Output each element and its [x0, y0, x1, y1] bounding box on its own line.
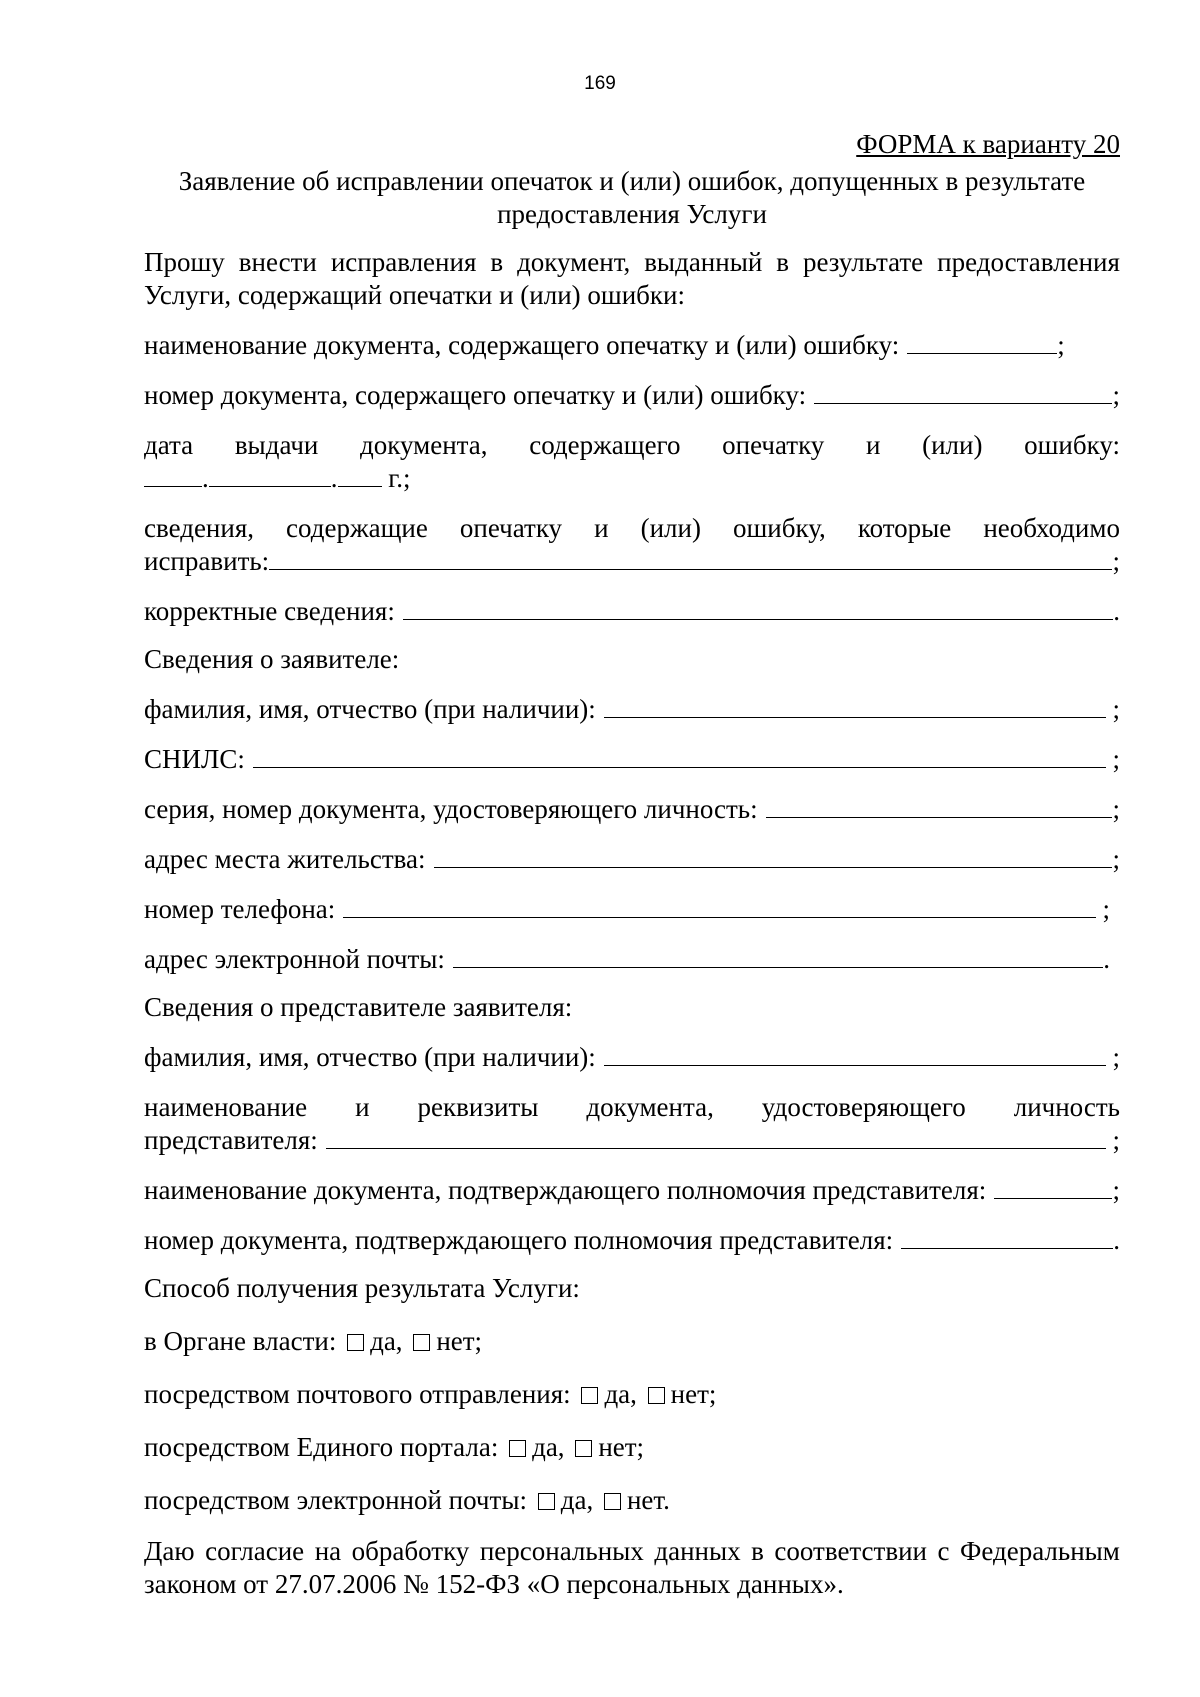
issue-date-line [144, 462, 1120, 495]
authority-doc-number-row [144, 1224, 1120, 1257]
word: предоставления [937, 247, 1120, 277]
word: согласие [205, 1536, 305, 1566]
title-line-1: Заявление об исправлении опечаток и (или) ошибок, допущенных в результате [178, 166, 1086, 196]
word: Федеральным [960, 1536, 1120, 1566]
result-option [144, 1431, 1120, 1464]
applicant-fio-label: фамилия, имя, отчество (при наличии): [144, 694, 596, 724]
correct-info-blank[interactable] [403, 595, 1113, 620]
representative-heading: Сведения о представителе заявителя: [144, 992, 573, 1022]
page-number: 169 [584, 73, 616, 94]
word: в [751, 1536, 764, 1566]
option-yes: да, [532, 1432, 565, 1462]
date-day-blank[interactable] [144, 462, 202, 487]
option-label: посредством почтового отправления: [144, 1379, 571, 1409]
word: в [776, 247, 790, 277]
id-doc-label: серия, номер документа, удостоверяющего личность: [144, 794, 758, 824]
option-label: в Органе власти: [144, 1326, 337, 1356]
word: сведения, [144, 513, 254, 543]
word: обработку [351, 1536, 470, 1566]
word: (или) [922, 430, 983, 460]
doc-number-row [144, 379, 1120, 412]
word: опечатку [722, 430, 825, 460]
consent-line-2: законом от 27.07.2006 № 152-ФЗ «О персональных данных». [144, 1569, 844, 1599]
correct-info-label: корректные сведения: [144, 596, 395, 626]
word: выданный [644, 247, 763, 277]
address-row [144, 843, 1120, 876]
semicolon: ; [1112, 744, 1120, 774]
semicolon: ; [1102, 894, 1110, 924]
checkbox-yes[interactable] [347, 1334, 364, 1351]
word: в [490, 247, 504, 277]
word: реквизиты [417, 1092, 539, 1122]
rep-id-label [144, 1091, 1120, 1124]
checkbox-no[interactable] [413, 1334, 430, 1351]
word: опечатку [459, 513, 563, 543]
option-yes: да, [370, 1326, 403, 1356]
word: документ, [517, 247, 631, 277]
email-label: адрес электронной почты: [144, 944, 445, 974]
checkbox-yes[interactable] [509, 1440, 526, 1457]
authority-doc-name-label: наименование документа, подтверждающего полномочия представителя: [144, 1175, 987, 1205]
authority-doc-name-row [144, 1174, 1120, 1207]
result-option [144, 1325, 1120, 1358]
word: ошибку: [1024, 430, 1120, 460]
option-yes: да, [604, 1379, 637, 1409]
title-line-2: предоставления Услуги [497, 199, 767, 229]
word: необходимо [983, 513, 1120, 543]
word: на [314, 1536, 342, 1566]
semicolon: ; [1112, 794, 1120, 824]
address-blank[interactable] [434, 843, 1113, 868]
authority-doc-number-label: номер документа, подтверждающего полномочия представителя: [144, 1225, 894, 1255]
semicolon: ; [1112, 1125, 1120, 1155]
rep-fio-label: фамилия, имя, отчество (при наличии): [144, 1042, 596, 1072]
authority-doc-number-blank[interactable] [901, 1224, 1113, 1249]
checkbox-no[interactable] [604, 1493, 621, 1510]
checkbox-yes[interactable] [581, 1387, 598, 1404]
doc-number-blank[interactable] [814, 379, 1112, 404]
rep-fio-row [144, 1041, 1120, 1074]
word: которые [857, 513, 952, 543]
option-yes: да, [560, 1485, 594, 1515]
word: Прошу [144, 247, 225, 277]
error-info-label [144, 512, 1120, 545]
semicolon: ; [1112, 1175, 1120, 1205]
word: (или) [640, 513, 701, 543]
email-blank[interactable] [453, 943, 1103, 968]
form-document [144, 128, 1120, 1601]
word: ошибку, [733, 513, 826, 543]
period: . [1103, 944, 1110, 974]
phone-label: номер телефона: [144, 894, 336, 924]
snils-blank[interactable] [253, 743, 1107, 768]
issue-date-label [144, 429, 1120, 462]
word: дата [144, 430, 194, 460]
result-heading: Способ получения результата Услуги: [144, 1273, 580, 1303]
rep-id-label-2: представителя: [144, 1125, 318, 1155]
id-doc-blank[interactable] [766, 793, 1113, 818]
applicant-fio-row [144, 693, 1120, 726]
error-info-row [144, 545, 1120, 578]
applicant-heading: Сведения о заявителе: [144, 644, 400, 674]
semicolon: ; [1112, 844, 1120, 874]
issue-date-block [144, 429, 1120, 495]
date-month-blank[interactable] [209, 462, 331, 487]
rep-id-blank[interactable] [326, 1124, 1107, 1149]
word: персональных [479, 1536, 644, 1566]
date-suffix: г.; [381, 463, 411, 493]
word: личность [1013, 1092, 1120, 1122]
word: документа, [360, 430, 488, 460]
doc-number-label: номер документа, содержащего опечатку и (или) ошибку: [144, 380, 807, 410]
checkbox-no[interactable] [648, 1387, 665, 1404]
rep-id-block [144, 1091, 1120, 1157]
date-year-blank[interactable] [338, 462, 382, 487]
rep-id-row [144, 1124, 1120, 1157]
rep-fio-blank[interactable] [604, 1041, 1107, 1066]
word: выдачи [234, 430, 319, 460]
word: Даю [144, 1536, 195, 1566]
applicant-fio-blank[interactable] [604, 693, 1107, 718]
consent-paragraph [144, 1535, 1120, 1601]
semicolon: ; [1112, 1042, 1120, 1072]
word: внести [238, 247, 317, 277]
option-label: посредством электронной почты: [144, 1485, 527, 1515]
address-label: адрес места жительства: [144, 844, 426, 874]
semicolon: ; [1112, 380, 1120, 410]
date-separator: . [202, 463, 209, 493]
error-info-block [144, 512, 1120, 578]
word: и [355, 1092, 370, 1122]
word: содержащие [286, 513, 428, 543]
word: наименование [144, 1092, 308, 1122]
checkbox-yes[interactable] [538, 1493, 555, 1510]
option-no: нет; [598, 1432, 645, 1462]
word: документа, [586, 1092, 714, 1122]
phone-row [144, 893, 1120, 926]
word: и [594, 513, 609, 543]
correct-info-row [144, 595, 1120, 628]
option-no: нет; [436, 1326, 483, 1356]
intro-line-1 [144, 246, 1120, 279]
word: соответствии [774, 1536, 927, 1566]
semicolon: ; [1112, 546, 1120, 576]
doc-name-row [144, 329, 1120, 362]
intro-paragraph [144, 246, 1120, 312]
result-option [144, 1484, 1120, 1517]
semicolon: ; [1112, 694, 1120, 724]
result-options [144, 1325, 1120, 1517]
form-label: ФОРМА к варианту 20 [856, 129, 1120, 159]
word: с [937, 1536, 950, 1566]
error-info-label-2: исправить: [144, 546, 270, 576]
error-info-blank[interactable] [269, 545, 1112, 570]
word: и [865, 430, 881, 460]
doc-name-label: наименование документа, содержащего опечатку и (или) ошибку: [144, 330, 900, 360]
snils-row [144, 743, 1120, 776]
checkbox-no[interactable] [575, 1440, 592, 1457]
option-label: посредством Единого портала: [144, 1432, 499, 1462]
word: данных [654, 1536, 741, 1566]
email-row [144, 943, 1120, 976]
option-no: нет. [626, 1485, 670, 1515]
period: . [1113, 1225, 1120, 1255]
word: содержащего [529, 430, 681, 460]
word: результате [802, 247, 924, 277]
period: . [1113, 596, 1120, 626]
phone-blank[interactable] [343, 893, 1096, 918]
authority-doc-name-blank[interactable] [994, 1174, 1112, 1199]
word: удостоверяющего [761, 1092, 966, 1122]
document-title [144, 165, 1120, 231]
consent-line-1 [144, 1535, 1120, 1568]
semicolon: ; [1057, 330, 1065, 360]
result-option [144, 1378, 1120, 1411]
intro-line-2: Услуги, содержащий опечатки и (или) ошибки: [144, 280, 685, 310]
word: исправления [330, 247, 477, 277]
id-doc-row [144, 793, 1120, 826]
doc-name-blank[interactable] [907, 329, 1057, 354]
option-no: нет; [670, 1379, 717, 1409]
snils-label: СНИЛС: [144, 744, 245, 774]
date-separator: . [330, 463, 338, 493]
